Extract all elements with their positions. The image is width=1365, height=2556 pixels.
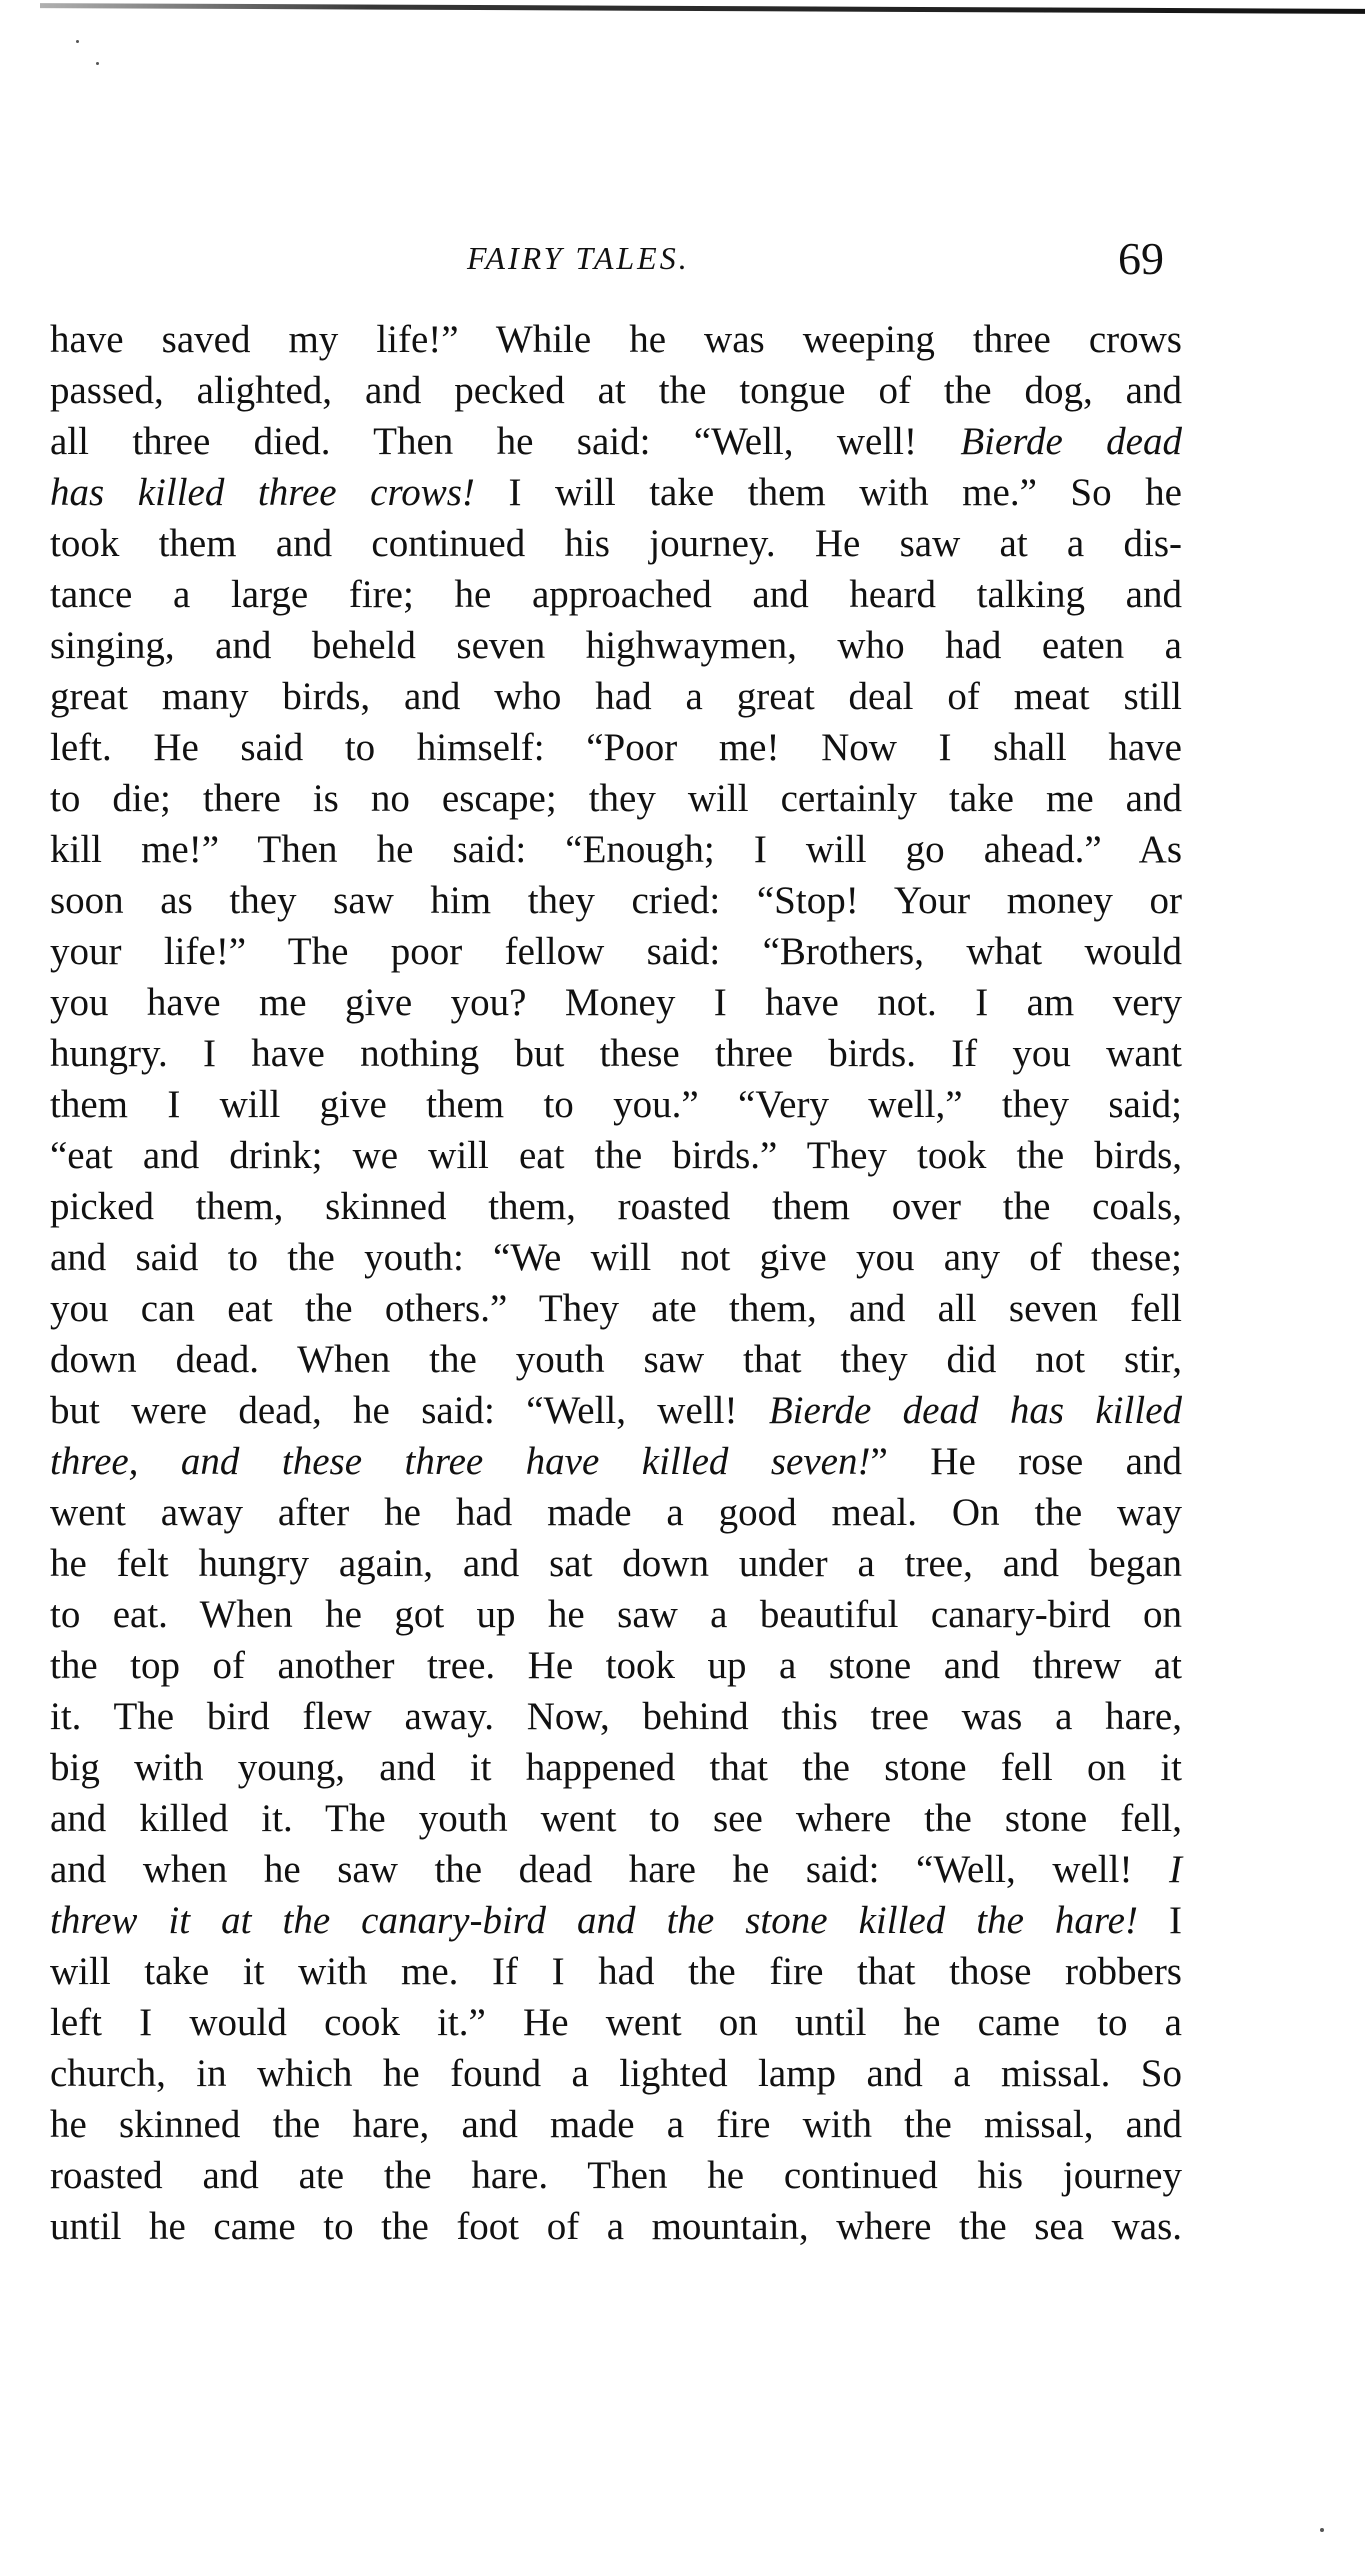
text-line [50, 1793, 1182, 1844]
text-run: down dead. When the youth saw that they did not stir, [50, 1338, 1182, 1381]
text-line [50, 518, 1182, 569]
text-run: the top of another tree. He took up a stone and threw at [50, 1644, 1182, 1687]
text-run: and said to the youth: “We will not give you any of these; [50, 1236, 1182, 1279]
paper-speck [76, 40, 79, 43]
text-line [50, 2048, 1182, 2099]
text-run: you have me give you? Money I have not. I am very [50, 981, 1182, 1024]
running-head: FAIRY TALES. [467, 240, 690, 276]
text-run: big with young, and it happened that the stone fell on it [50, 1746, 1182, 1789]
text-run: hungry. I have nothing but these three birds. If you want [50, 1032, 1182, 1075]
text-line [50, 1844, 1182, 1895]
text-line [50, 1283, 1182, 1334]
text-run: church, in which he found a lighted lamp and a missal. So [50, 2052, 1182, 2095]
text-run: all three died. Then he said: “Well, well! [50, 420, 961, 463]
text-line [50, 2099, 1182, 2150]
text-line [50, 977, 1182, 1028]
italic-text: Bierde dead has killed [768, 1389, 1183, 1432]
text-run: until he came to the foot of a mountain, where the sea was. [50, 2205, 1182, 2248]
text-run: have saved my life!” While he was weeping three crows [50, 318, 1182, 361]
text-line [50, 1436, 1182, 1487]
text-run: it. The bird flew away. Now, behind this tree was a hare, [50, 1695, 1182, 1738]
text-line [50, 1640, 1182, 1691]
text-run: them I will give them to you.” “Very well,” they said; [50, 1083, 1182, 1126]
text-line [50, 1589, 1182, 1640]
text-line [50, 875, 1182, 926]
page-number: 69 [1118, 233, 1164, 284]
text-line [50, 1997, 1182, 2048]
text-line [50, 467, 1182, 518]
italic-text: Bierde dead [960, 420, 1182, 463]
text-run: passed, alighted, and pecked at the tongue of the dog, and [50, 369, 1182, 412]
text-run: kill me!” Then he said: “Enough; I will go ahead.” As [50, 828, 1182, 871]
text-line [50, 671, 1182, 722]
text-line [50, 1691, 1182, 1742]
text-line [50, 722, 1182, 773]
text-line [50, 569, 1182, 620]
text-line [50, 926, 1182, 977]
text-run: I will take them with me.” So he [474, 471, 1182, 514]
text-line [50, 824, 1182, 875]
text-run: took them and continued his journey. He saw at a dis- [50, 522, 1182, 565]
italic-text: has killed three crows! [50, 471, 475, 514]
text-run: but were dead, he said: “Well, well! [50, 1389, 769, 1432]
text-run: he felt hungry again, and sat down under a tree, and began [50, 1542, 1182, 1585]
italic-text: I [1169, 1848, 1182, 1891]
text-line [50, 2150, 1182, 2201]
italic-text: threw it at the canary-bird and the stone killed the hare! [50, 1899, 1138, 1942]
text-run: picked them, skinned them, roasted them over the coals, [50, 1185, 1182, 1228]
text-run: left I would cook it.” He went on until he came to a [50, 2001, 1182, 2044]
italic-text: three, and these three have killed seven! [50, 1440, 871, 1483]
text-run: and killed it. The youth went to see where the stone fell, [50, 1797, 1182, 1840]
text-run: to eat. When he got up he saw a beautiful canary-bird on [50, 1593, 1182, 1636]
body-text [50, 314, 1182, 2252]
text-run: great many birds, and who had a great deal of meat still [50, 675, 1182, 718]
text-line [50, 1334, 1182, 1385]
text-line [50, 1079, 1182, 1130]
text-run: you can eat the others.” They ate them, and all seven fell [50, 1287, 1182, 1330]
text-line [50, 365, 1182, 416]
text-run: your life!” The poor fellow said: “Brothers, what would [50, 930, 1182, 973]
text-line [50, 773, 1182, 824]
text-run: tance a large fire; he approached and heard talking and [50, 573, 1182, 616]
text-line [50, 1028, 1182, 1079]
top-edge-rule [40, 3, 1365, 14]
text-line [50, 2201, 1182, 2252]
text-line [50, 1181, 1182, 1232]
text-run: ” He rose and [870, 1440, 1182, 1483]
paper-speck [1320, 2528, 1324, 2532]
text-line [50, 1487, 1182, 1538]
text-line [50, 1385, 1182, 1436]
text-run: I [1137, 1899, 1182, 1942]
text-line [50, 314, 1182, 365]
text-line [50, 1232, 1182, 1283]
text-run: “eat and drink; we will eat the birds.” They took the birds, [50, 1134, 1182, 1177]
paper-speck [96, 62, 99, 65]
text-run: roasted and ate the hare. Then he continued his journey [50, 2154, 1182, 2197]
text-line [50, 1946, 1182, 1997]
text-run: to die; there is no escape; they will certainly take me and [50, 777, 1182, 820]
text-line [50, 1742, 1182, 1793]
text-run: will take it with me. If I had the fire that those robbers [50, 1950, 1182, 1993]
text-line [50, 1538, 1182, 1589]
text-run: soon as they saw him they cried: “Stop! Your money or [50, 879, 1182, 922]
text-run: he skinned the hare, and made a fire with the missal, and [50, 2103, 1182, 2146]
text-line [50, 620, 1182, 671]
text-run: left. He said to himself: “Poor me! Now I shall have [50, 726, 1182, 769]
text-line [50, 1130, 1182, 1181]
text-run: went away after he had made a good meal. On the way [50, 1491, 1182, 1534]
text-line [50, 1895, 1182, 1946]
page-header [0, 232, 1365, 292]
text-run: and when he saw the dead hare he said: “Well, well! [50, 1848, 1169, 1891]
text-run: singing, and beheld seven highwaymen, who had eaten a [50, 624, 1182, 667]
text-line [50, 416, 1182, 467]
